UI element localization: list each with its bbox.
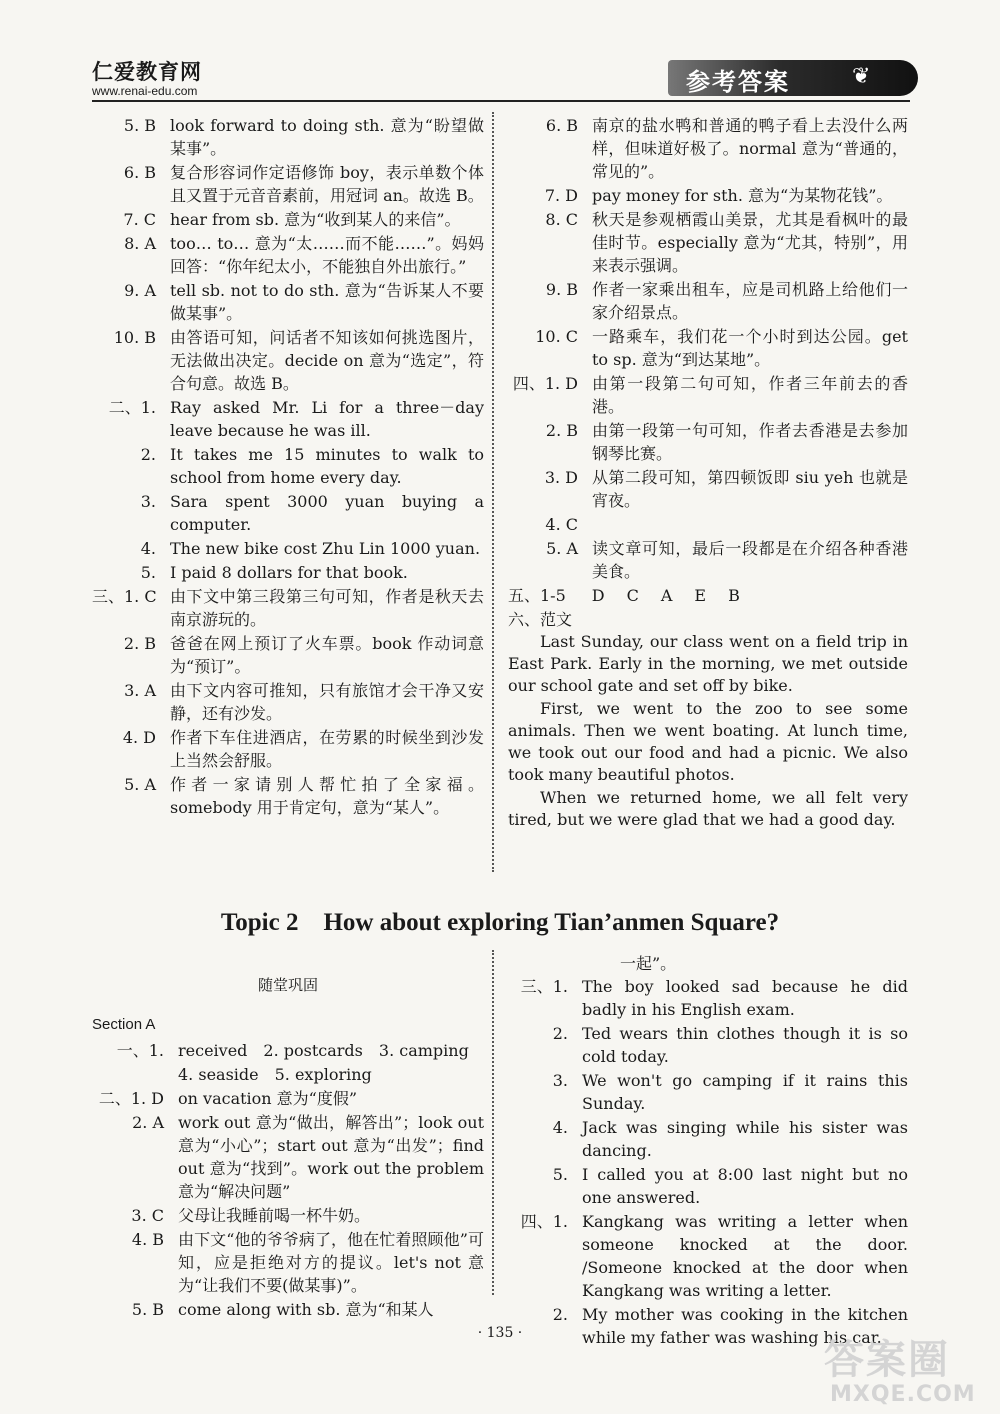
essay-paragraph: First, we went to the zoo to see some animals. Then we went boating. At lunch time, we took out our food and had a picnic. We also took many beautiful photos.	[508, 699, 908, 784]
answer-text: 由下文中第三段第三句可知，作者是秋天去南京游玩的。	[170, 587, 484, 629]
site-url: www.renai-edu.com	[92, 84, 198, 98]
answer-number: 4. D	[122, 728, 156, 747]
model-essay	[508, 608, 908, 831]
answer-number: 2.	[552, 1024, 568, 1043]
answer-item	[92, 537, 484, 560]
section-five-answers	[508, 584, 908, 607]
answer-text: 从第二段可知，第四顿饭即 siu yeh 也就是宵夜。	[592, 468, 908, 510]
lower-right-column	[508, 952, 908, 1350]
answer-text: It takes me 15 minutes to walk to school from home every day.	[170, 445, 484, 487]
answer-item	[92, 1111, 484, 1203]
answer-text: 作者下车住进酒店，在劳累的时候坐到沙发上当然会舒服。	[170, 728, 484, 770]
answer-item	[92, 679, 484, 725]
answer-item	[508, 372, 908, 418]
section-heading: Section A	[92, 1016, 156, 1033]
answer-number: 3. D	[544, 468, 578, 487]
bird-logo-icon: ❦	[852, 64, 871, 89]
answer-item	[508, 114, 908, 183]
answer-number: 3. A	[124, 681, 156, 700]
section-five-answer: D	[591, 586, 605, 605]
answer-number: 5.	[552, 1165, 568, 1184]
answer-text: 南京的盐水鸭和普通的鸭子看上去没什么两样，但味道好极了。normal 意为“普通的，常见的”。	[592, 116, 908, 181]
answer-number: 9. A	[124, 281, 156, 300]
answer-number: 4. C	[545, 515, 578, 534]
answer-text: 作者一家乘出租车，应是司机路上给他们一家介绍景点。	[592, 280, 908, 322]
answer-item	[92, 1228, 484, 1297]
answer-number: 二、1. D	[98, 1089, 164, 1108]
answer-number: 2. B	[545, 421, 578, 440]
answer-item	[92, 1204, 484, 1227]
answer-item	[508, 1163, 908, 1209]
answer-text: too… to… 意为“太……而不能……”。妈妈回答：“你年纪太小，不能独自外出旅行。”	[170, 234, 484, 276]
answer-number: 5.	[140, 563, 156, 582]
answer-item	[508, 419, 908, 465]
answer-item	[92, 1298, 484, 1321]
essay-paragraph: Last Sunday, our class went on a field trip in East Park. Early in the morning, we met outside our school gate and set off by bike.	[508, 632, 908, 695]
answer-text: pay money for sth. 意为“为某物花钱”。	[592, 186, 893, 205]
header-divider	[92, 100, 910, 102]
answer-number: 三、1. C	[92, 587, 157, 606]
answer-item	[508, 975, 908, 1021]
answer-item	[92, 1039, 484, 1062]
answer-item	[508, 513, 908, 536]
answer-text: 由下文“他的爷爷病了，他在忙着照顾他”可知，应是拒绝对方的提议。let's not 意为“让我们不要(做某事)”。	[178, 1230, 484, 1295]
answer-text: The new bike cost Zhu Lin 1000 yuan.	[170, 539, 481, 558]
section-five-answer: A	[660, 586, 673, 605]
answer-number: 6. B	[123, 163, 156, 182]
answer-item	[92, 161, 484, 207]
answer-item	[508, 278, 908, 324]
column-divider-lower	[492, 950, 494, 1295]
answer-number: 4. B	[131, 1230, 164, 1249]
answer-item	[508, 1210, 908, 1302]
answer-number: 7. C	[123, 210, 156, 229]
answer-item	[92, 1063, 484, 1086]
answer-item	[92, 632, 484, 678]
section-five-answer: E	[694, 586, 707, 605]
answer-item	[92, 443, 484, 489]
answer-number: 三、1.	[520, 977, 568, 996]
answer-text: 一路乘车，我们花一个小时到达公园。get to sp. 意为“到达某地”。	[592, 327, 908, 369]
answer-text: 秋天是参观栖霞山美景，尤其是看枫叶的最佳时节。especially 意为“尤其，特别”，用来表示强调。	[592, 210, 908, 275]
watermark	[816, 1328, 992, 1410]
answer-text: look forward to doing sth. 意为“盼望做某事”。	[170, 116, 484, 158]
topic-heading: Topic 2 How about exploring Tian’anmen Square?	[220, 909, 780, 936]
answer-text: We won't go camping if it rains this Sunday.	[582, 1071, 908, 1113]
section-five-label: 五、1-5	[508, 586, 566, 605]
answer-item	[508, 1069, 908, 1115]
answer-text: received 2. postcards 3. camping	[178, 1041, 469, 1060]
answer-item	[508, 1022, 908, 1068]
answer-number: 3.	[140, 492, 156, 511]
model-essay-label: 六、范文	[508, 610, 573, 629]
site-logo-text: 仁爱教育网	[92, 59, 202, 84]
answer-number: 一、1.	[116, 1041, 164, 1060]
answer-number: 四、1.	[520, 1212, 568, 1231]
answer-number: 5. A	[124, 775, 156, 794]
section-five-answer: C	[626, 586, 639, 605]
answer-number: 四、1. D	[512, 374, 578, 393]
answer-text: 由答语可知，问话者不知该如何挑选图片，无法做出决定。decide on 意为“选定”，符合句意。故选 B。	[170, 328, 484, 393]
answer-item	[92, 1087, 484, 1110]
continued-text: 一起”。	[620, 954, 677, 973]
answer-text: My mother was cooking in the kitchen while my father was washing his car.	[582, 1305, 908, 1347]
answer-item	[92, 232, 484, 278]
answer-item	[92, 490, 484, 536]
answer-item	[92, 279, 484, 325]
answer-item	[92, 396, 484, 442]
answer-text: Ted wears thin clothes though it is so cold today.	[582, 1024, 908, 1066]
answer-item	[508, 1116, 908, 1162]
answer-number: 2. B	[123, 634, 156, 653]
answer-number: 4.	[552, 1118, 568, 1137]
right-answer-column	[508, 114, 908, 832]
answer-number: 3.	[552, 1071, 568, 1090]
answer-text: hear from sb. 意为“收到某人的来信”。	[170, 210, 461, 229]
practice-subhead: 随堂巩固	[257, 976, 318, 994]
answer-text: I paid 8 dollars for that book.	[170, 563, 408, 582]
answer-number: 4.	[140, 539, 156, 558]
answer-number: 7. D	[544, 186, 578, 205]
answer-text: Sara spent 3000 yuan buying a computer.	[170, 492, 484, 534]
watermark-domain: MXQE.COM	[830, 1382, 976, 1407]
left-answer-column	[92, 114, 484, 820]
answer-item	[92, 561, 484, 584]
answer-text: tell sb. not to do sth. 意为“告诉某人不要做某事”。	[170, 281, 484, 323]
answer-number: 5. A	[546, 539, 578, 558]
answer-item	[92, 114, 484, 160]
answer-text: on vacation 意为“度假”	[178, 1089, 358, 1108]
answer-item	[508, 466, 908, 512]
answer-number: 5. B	[123, 116, 156, 135]
answer-text: I called you at 8:00 last night but no one answered.	[582, 1165, 908, 1207]
answer-number: 6. B	[545, 116, 578, 135]
answer-item	[508, 184, 908, 207]
answer-item	[92, 208, 484, 231]
answer-item	[508, 208, 908, 277]
answer-text: Ray asked Mr. Li for a three－day leave because he was ill.	[170, 398, 484, 440]
answer-text: 由第一段第二句可知，作者三年前去的香港。	[592, 374, 908, 416]
answer-number: 8. C	[545, 210, 578, 229]
page-number: · 135 ·	[477, 1325, 523, 1341]
answer-text: come along with sb. 意为“和某人	[178, 1300, 434, 1319]
lower-left-column	[92, 960, 484, 1322]
answer-banner	[628, 54, 928, 102]
answer-text: work out 意为“做出，解答出”；look out 意为“小心”；start out 意为“出发”；find out 意为“找到”。work out the problem 意为“解决问题”	[178, 1113, 484, 1201]
answer-item	[92, 326, 484, 395]
answer-text: 作者一家请别人帮忙拍了全家福。somebody 用于肯定句，意为“某人”。	[170, 775, 484, 817]
answer-text: The boy looked sad because he did badly in his English exam.	[582, 977, 908, 1019]
answer-number: 10. B	[113, 328, 156, 347]
answer-text: 爸爸在网上预订了火车票。book 作动词意为“预订”。	[170, 634, 484, 676]
answer-number: 二、1.	[108, 398, 156, 417]
watermark-text: 答案圈	[824, 1337, 950, 1383]
answer-item	[508, 325, 908, 371]
answer-item	[92, 773, 484, 819]
answer-number: 2.	[140, 445, 156, 464]
answer-item	[92, 726, 484, 772]
answer-number: 9. B	[545, 280, 578, 299]
answer-text: 由第一段第一句可知，作者去香港是去参加钢琴比赛。	[592, 421, 908, 463]
answer-text: Kangkang was writing a letter when someone knocked at the door. /Someone knocked at the door when Kangkang was writing a letter.	[582, 1212, 908, 1300]
answer-text: 4. seaside 5. exploring	[178, 1065, 372, 1084]
answer-item	[92, 585, 484, 631]
answer-number	[92, 1063, 178, 1086]
answer-text: 读文章可知，最后一段都是在介绍各种香港美食。	[592, 539, 908, 581]
section-five-answer: B	[728, 586, 740, 605]
banner-title: 参考答案	[686, 68, 790, 96]
answer-number: 2. A	[132, 1113, 164, 1132]
answer-number: 2.	[552, 1305, 568, 1324]
answer-text: Jack was singing while his sister was dancing.	[582, 1118, 908, 1160]
answer-number: 10. C	[535, 327, 578, 346]
essay-paragraph: When we returned home, we all felt very tired, but we were glad that we had a good day.	[508, 788, 908, 829]
answer-number: 8. A	[124, 234, 156, 253]
column-divider	[492, 112, 494, 872]
answer-text: 由下文内容可推知，只有旅馆才会干净又安静，还有沙发。	[170, 681, 484, 723]
answer-text: 父母让我睡前喝一杯牛奶。	[178, 1206, 371, 1225]
answer-text	[592, 513, 908, 536]
answer-number: 5. B	[131, 1300, 164, 1319]
section-five-values	[592, 584, 908, 607]
answer-item	[508, 537, 908, 583]
answer-text: 复合形容词作定语修饰 boy，表示单数个体且又置于元音音素前，用冠词 an。故选 B。	[170, 163, 484, 205]
answer-number: 3. C	[131, 1206, 164, 1225]
